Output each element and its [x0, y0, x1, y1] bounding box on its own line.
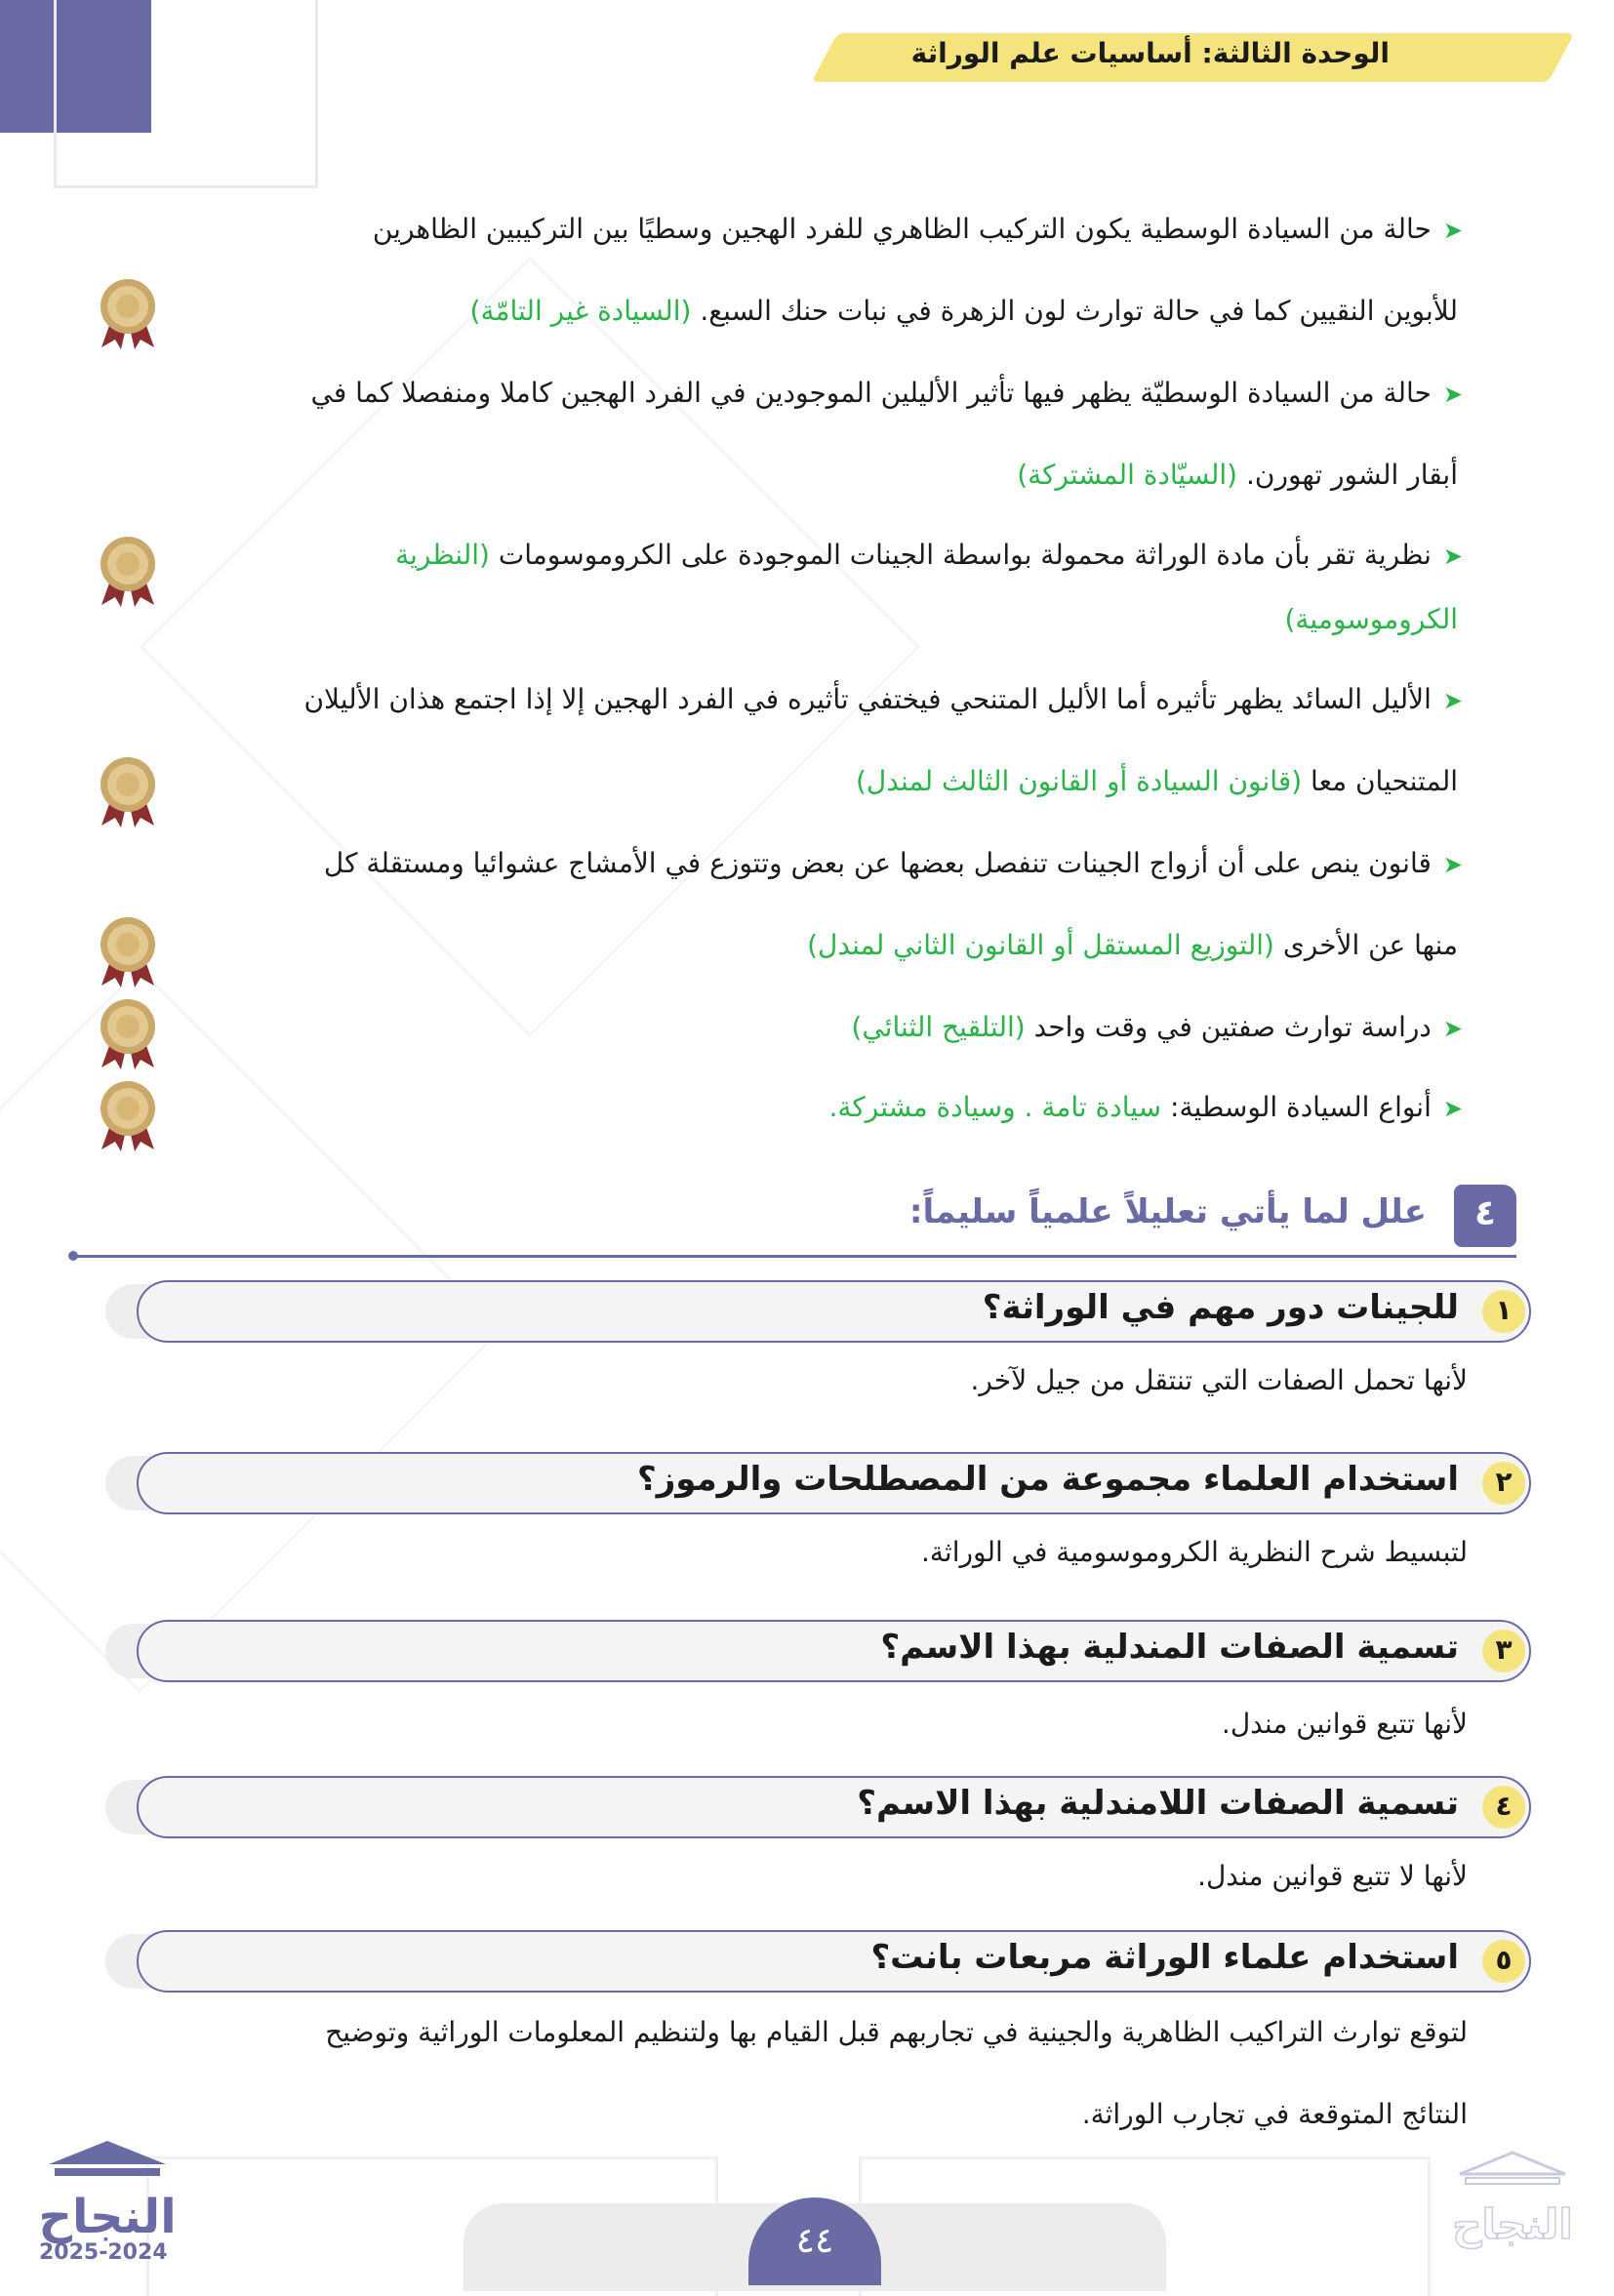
bullet-item-continued: للأبوين النقيين كما في حالة توارث لون الزهرة في نبات حنك السبع. (السيادة غير التامّة)	[469, 295, 1458, 327]
logo-year: 2025-2024	[39, 2240, 168, 2265]
question-number: ٤	[1482, 1786, 1525, 1829]
question-number: ١	[1482, 1290, 1525, 1333]
arrow-bullet-icon: ➤	[1442, 543, 1463, 570]
question-text: استخدام العلماء مجموعة من المصطلحات والرموز؟	[637, 1460, 1459, 1499]
question-pill	[137, 1280, 1531, 1343]
bullet-answer: (قانون السيادة أو القانون الثالث لمندل)	[855, 765, 1303, 797]
section-divider	[72, 1255, 1516, 1258]
arrow-bullet-icon: ➤	[1442, 687, 1463, 714]
bullet-item: ➤أنواع السيادة الوسطية: سيادة تامة . وسيادة مشتركة.	[828, 1091, 1463, 1123]
bullet-item: ➤دراسة توارث صفتين في وقت واحد (التلقيح الثنائي)	[851, 1011, 1463, 1043]
question-number: ٣	[1482, 1630, 1525, 1672]
question-text: تسمية الصفات المندلية بهذا الاسم؟	[880, 1628, 1459, 1667]
bullet-item-continued: أبقار الشور تهورن. (السيّادة المشتركة)	[1017, 459, 1458, 491]
arrow-bullet-icon: ➤	[1442, 1015, 1463, 1042]
background-outline	[140, 257, 920, 1037]
question-answer: لتبسيط شرح النظرية الكروموسومية في الوراثة.	[921, 1536, 1468, 1568]
bullet-answer: الكروموسومية)	[1284, 603, 1458, 635]
arrow-bullet-icon: ➤	[1442, 217, 1463, 244]
bullet-answer: (التوزيع المستقل أو القانون الثاني لمندل)	[807, 929, 1274, 961]
question-answer: لتوقع توارث التراكيب الظاهرية والجينية في تجاربهم قبل القيام بها ولتنظيم المعلومات الوراثية وتوضيح	[325, 2016, 1468, 2048]
bullet-item: ➤قانون ينص على أن أزواج الجينات تنفصل بعضها عن بعض وتتوزع في الأمشاج عشوائيا ومستقلة كل	[323, 847, 1463, 879]
bullet-item: ➤الأليل السائد يظهر تأثيره أما الأليل المتنحي فيختفي تأثيره في الفرد الهجين إلا إذا اجتمع هذان الأليلان	[303, 683, 1463, 715]
arrow-bullet-icon: ➤	[1442, 381, 1463, 408]
question-text: للجينات دور مهم في الوراثة؟	[982, 1288, 1459, 1327]
page-number: ٤٤	[748, 2197, 881, 2285]
bullet-answer: (النظرية	[395, 539, 490, 571]
svg-text:النجاح: النجاح	[1452, 2200, 1573, 2248]
medal-icon	[94, 533, 162, 609]
section-heading	[72, 1181, 1516, 1249]
question-answer-continued: النتائج المتوقعة في تجارب الوراثة.	[1081, 2098, 1468, 2130]
svg-text:النجاح: النجاح	[38, 2190, 177, 2244]
question-text: استخدام علماء الوراثة مربعات بانت؟	[870, 1938, 1459, 1977]
question-pill	[137, 1930, 1531, 1993]
arrow-bullet-icon: ➤	[1442, 1095, 1463, 1122]
question-pill	[137, 1776, 1531, 1838]
question-answer: لأنها لا تتبع قوانين مندل.	[1197, 1860, 1468, 1892]
bullet-item: ➤حالة من السيادة الوسطيّة يظهر فيها تأثير الأليلين الموجودين في الفرد الهجين كاملا ومنفصلا كما في	[310, 377, 1463, 409]
bullet-item-continued: المتنحيان معا (قانون السيادة أو القانون الثالث لمندل)	[855, 765, 1458, 797]
question-answer: لأنها تتبع قوانين مندل.	[1221, 1708, 1468, 1740]
section-divider-dot	[68, 1251, 78, 1261]
corner-outline	[54, 0, 318, 188]
section-number: ٤	[1454, 1185, 1516, 1247]
medal-icon	[94, 753, 162, 829]
watermark-logo-icon	[1444, 2147, 1581, 2254]
question-text: تسمية الصفات اللامندلية بهذا الاسم؟	[857, 1784, 1459, 1823]
question-number: ٢	[1482, 1462, 1525, 1505]
question-pill	[137, 1620, 1531, 1682]
logo-icon	[29, 2137, 185, 2244]
unit-title: الوحدة الثالثة: أساسيات علم الوراثة	[910, 37, 1390, 69]
arrow-bullet-icon: ➤	[1442, 851, 1463, 878]
medal-icon	[94, 913, 162, 989]
question-answer: لأنها تحمل الصفات التي تنتقل من جيل لآخر.	[970, 1364, 1468, 1396]
medal-icon	[94, 275, 162, 351]
bullet-item-continued	[1284, 603, 1458, 635]
bullet-answer: (السيّادة المشتركة)	[1017, 459, 1238, 491]
question-number: ٥	[1482, 1940, 1525, 1983]
bullet-item: ➤نظرية تقر بأن مادة الوراثة محمولة بواسطة الجينات الموجودة على الكروموسومات (النظرية	[395, 539, 1463, 571]
bullet-answer: سيادة تامة . وسيادة مشتركة.	[828, 1091, 1162, 1123]
medal-icon	[94, 995, 162, 1071]
question-pill	[137, 1452, 1531, 1514]
medal-icon	[94, 1077, 162, 1153]
bullet-item-continued: منها عن الأخرى (التوزيع المستقل أو القانون الثاني لمندل)	[807, 929, 1458, 961]
bullet-item: ➤حالة من السيادة الوسطية يكون التركيب الظاهري للفرد الهجين وسطيًا بين التركيبين الظاهرين	[372, 213, 1463, 245]
bullet-answer: (السيادة غير التامّة)	[469, 295, 692, 327]
bullet-answer: (التلقيح الثنائي)	[851, 1011, 1026, 1043]
section-title: علل لما يأتي تعليلاً علمياً سليماً:	[908, 1192, 1427, 1231]
